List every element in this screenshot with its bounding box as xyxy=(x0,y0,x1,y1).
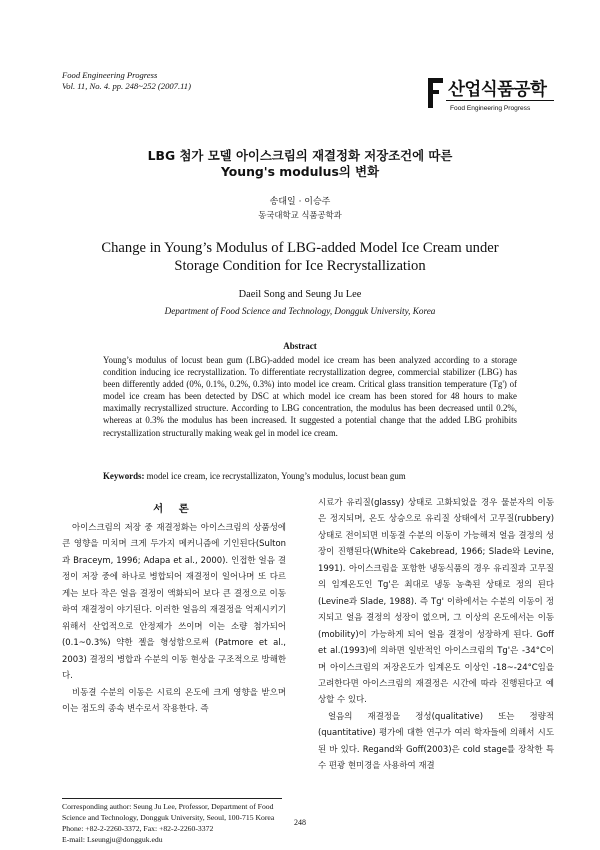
english-title-line2: Storage Condition for Ice Recrystallization xyxy=(174,258,426,274)
journal-logo xyxy=(426,72,554,122)
left-paragraph-1: 아이스크림의 저장 중 재결정화는 아이스크림의 상품성에 큰 영향을 미치며 크게 두가지 메커니즘에 기인된다(Sulton과 Braceym, 1996; Adapa et al., 2000). 인접한 얼음 결정이 저장 중에 하나로 병합되어 재결정이 일어나며 또 다르게는 보다 작은 얼음 결정이 액화되어 보다 큰 결정으로 이동하여 재결정이 야기된다. 이러한 얼음의 재결정을 억제시키기 위해서 산업적으로 안정제가 쓰이며 이는 소량 첨가되어(0.1~0.3%) 약한 젤을 형성함으로써 (Patmore et al., 2003) 결정의 병합과 수분의 이동 현상을 구조적으로 방해한다. xyxy=(62,522,286,681)
keywords xyxy=(103,471,517,481)
abstract-heading: Abstract xyxy=(283,341,317,351)
section-heading-introduction: 서 론 xyxy=(153,503,195,515)
english-title xyxy=(0,239,600,275)
logo-korean: 산업식품공학 xyxy=(448,80,547,100)
journal-name: Food Engineering Progress xyxy=(62,70,158,80)
footnote-divider xyxy=(62,798,282,799)
footnote-phone: Phone: +82-2-2260-3372, Fax: +82-2-2260-3372 xyxy=(62,823,214,833)
page-number: 248 xyxy=(294,818,306,827)
korean-title-line2: Young's modulus의 변화 xyxy=(220,164,380,179)
logo-mark-icon xyxy=(428,78,444,108)
english-authors: Daeil Song and Seung Ju Lee xyxy=(238,289,362,300)
abstract-text: Young’s modulus of locust bean gum (LBG)-added model ice cream has been analyzed according to a storage condition inducing ice recrystallization. To differentiate recrystallization degree, commercial stabilizer (LBG) has been differently added (0%, 0.1%, 0.2%, 0.3%) into model ice cream. Critical glass transition temperature (Tg') of model ice cream has been detected by DSC at which model ice cream has been stored for 48 hours to make maximally recrystallized structure. According to LBG concentration, the modulus has been decreased until 0.2%, whereas at 0.3% the modulus has been increased. It suggested a potential change that the added LBG prohibits recrystallization structurally making weak gel in model ice cream. xyxy=(103,355,517,438)
right-paragraph-1: 시료가 유리질(glassy) 상태로 고화되었을 경우 물분자의 이동은 정지되며, 온도 상승으로 유리질 상태에서 고무질(rubbery) 상태로 전이되면 비동결 수분의 이동이 가능해져 얼음 결정의 성장이 진행된다(White와 Cakebread, 1966; Slade와 Levine, 1991). 아이스크림을 포함한 냉동식품의 경우 유리질과 고무질의 임계온도인 Tg'은 최대로 냉동 농축된 상태로 정의 된다(Levine과 Slade, 1988). 즉 Tg' 이하에서는 수분의 이동이 정지되고 얼음 결정의 성장이 없으며, 그 이상의 온도에서는 이동(mobility)이 가능하게 되어 얼음 결정이 성장하게 된다. Goff et al.(1993)에 의하면 일반적인 아이스크림의 Tg'은 -34°C이며 아이스크림의 저장온도가 임계온도 이상인 -18~-24°C임을 고려한다면 아이스크림의 재결정은 시간에 따라 진행된다고 예상할 수 있다. xyxy=(318,497,554,705)
left-paragraph-2: 비동결 수분의 이동은 시료의 온도에 크게 영향을 받으며 이는 점도의 종속 변수로서 작용한다. 즉 xyxy=(62,686,286,713)
journal-header xyxy=(62,70,191,92)
english-title-line1: Change in Young’s Modulus of LBG-added Model Ice Cream under xyxy=(101,240,499,256)
logo-english: Food Engineering Progress xyxy=(450,105,531,112)
korean-affiliation: 동국대학교 식품공학과 xyxy=(258,210,342,220)
left-column xyxy=(62,519,286,716)
korean-title xyxy=(0,148,600,180)
right-column xyxy=(318,494,554,774)
right-paragraph-2: 얼음의 재결정을 정성(qualitative) 또는 정량적(quantitative) 평가에 대한 연구가 여러 학자들에 의해서 시도된 바 있다. Regand와 Goff(2003)은 cold stage를 장착한 특수 편광 현미경을 사용하여 재결 xyxy=(318,710,554,771)
english-affiliation: Department of Food Science and Technology, Dongguk University, Korea xyxy=(164,306,436,316)
footnote-email: E-mail: Lseungju@dongguk.edu xyxy=(62,834,163,844)
footnote-author: Corresponding author: Seung Ju Lee, Professor, Department of Food Science and Technology, Dongguk University, Seoul, 100-715 Korea xyxy=(62,802,275,822)
korean-authors: 송대일 · 이승주 xyxy=(269,197,331,207)
journal-citation: Vol. 11, No. 4. pp. 248~252 (2007.11) xyxy=(62,81,191,91)
logo-divider xyxy=(446,100,554,101)
keywords-label: Keywords: xyxy=(103,471,145,481)
keywords-text: model ice cream, ice recrystallizaton, Young’s modulus, locust bean gum xyxy=(144,471,406,481)
korean-title-line1: LBG 첨가 모델 아이스크림의 재결정화 저장조건에 따른 xyxy=(147,148,453,163)
